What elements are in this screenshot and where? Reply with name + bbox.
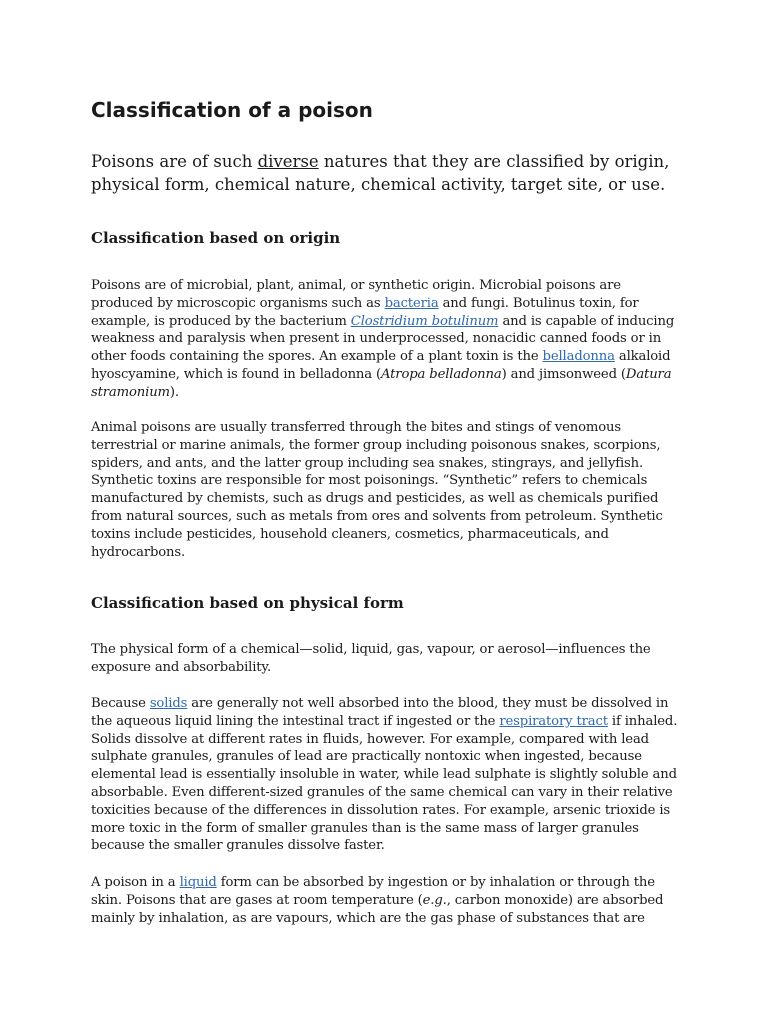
link-bacteria[interactable]: bacteria [384,295,439,311]
intro-underlined-word: diverse [257,152,319,171]
page-title: Classification of a poison [91,98,373,122]
link-belladonna[interactable]: belladonna [542,349,615,365]
text-run: if inhaled. Solids dissolve at different rates in fluids, however. For example, compared with lead sulphate granules, granules of lead are practically nontoxic when ingested, because elemental lead is essentially insoluble in water, while lead sulphate is slightly soluble and absorbable. Even different-sized granules of the same chemical can vary in their relative toxicities because of the differences in dissolution rates. For example, arsenic trioxide is more toxic in the form of smaller granules than is the same mass of larger granules because the smaller granules dissolve faster. [91,713,678,854]
physical-paragraph-1: The physical form of a chemical—solid, liquid, gas, vapour, or aerosol—influences the exposure and absorbability. [91,642,651,675]
origin-paragraph-2: Animal poisons are usually transferred through the bites and stings of venomous terrestrial or marine animals, the former group including poisonous snakes, scorpions, spiders, and ants, and the latter group including sea snakes, stingrays, and jellyfish. Synthetic toxins are responsible for most poisonings. “Synthetic” refers to chemicals manufactured by chemists, such as drugs and pesticides, as well as chemicals purified from natural sources, such as metals from ores and solvents from petroleum. Synthetic toxins include pesticides, household cleaners, cosmetics, pharmaceuticals, and hydrocarbons. [91,420,663,560]
text-run: A poison in a [91,875,180,890]
link-clostridium-botulinum[interactable] [351,314,499,329]
species-name-datura: Datura stramonium [91,366,672,400]
physical-paragraph-3 [91,874,681,927]
text-run: Poisons are of microbial, plant, animal, or synthetic origin. Microbial poisons are produced by microscopic organisms such as [91,278,621,311]
origin-paragraph-1 [91,277,681,402]
intro-paragraph [91,150,681,196]
link-liquid[interactable]: liquid [179,875,217,890]
text-run: and fungi. Botulinus toxin, for example, is produced by the bacterium [91,295,639,329]
text-run: are generally not well absorbed into the blood, they must be dissolved in the aqueous liquid lining the intestinal tract if ingested or the [91,696,669,729]
abbrev-eg: e.g. [422,892,447,908]
species-name-atropa: Atropa belladonna [381,366,502,382]
text-run: ). [169,384,179,400]
intro-text-end: natures that they are classified by origin, physical form, chemical nature, chemical activity, target site, or use. [91,152,670,194]
link-clostridium-text: Clostridium botulinum [350,313,499,329]
text-run: , carbon monoxide) are absorbed mainly by inhalation, as are vapours, which are the gas phase of substances that are [91,892,664,926]
text-run: and is capable of inducing weakness and paralysis when present in underprocessed, nonacidic canned foods or in other foods containing the spores. An example of a plant toxin is the [91,313,675,365]
text-run: form can be absorbed by ingestion or by inhalation or through the skin. Poisons that are gases at room temperature ( [91,875,655,908]
intro-text-start: Poisons are of such [91,152,258,171]
text-run: ) and jimsonweed ( [501,366,626,382]
text-run: Because [91,696,150,711]
text-run: alkaloid hyoscyamine, which is found in belladonna ( [91,349,671,382]
section-heading-origin: Classification based on origin [91,229,341,247]
link-respiratory-tract[interactable]: respiratory tract [499,713,608,729]
physical-paragraph-2 [91,695,681,855]
section-heading-physical-form: Classification based on physical form [91,594,404,612]
link-solids[interactable]: solids [149,696,188,711]
